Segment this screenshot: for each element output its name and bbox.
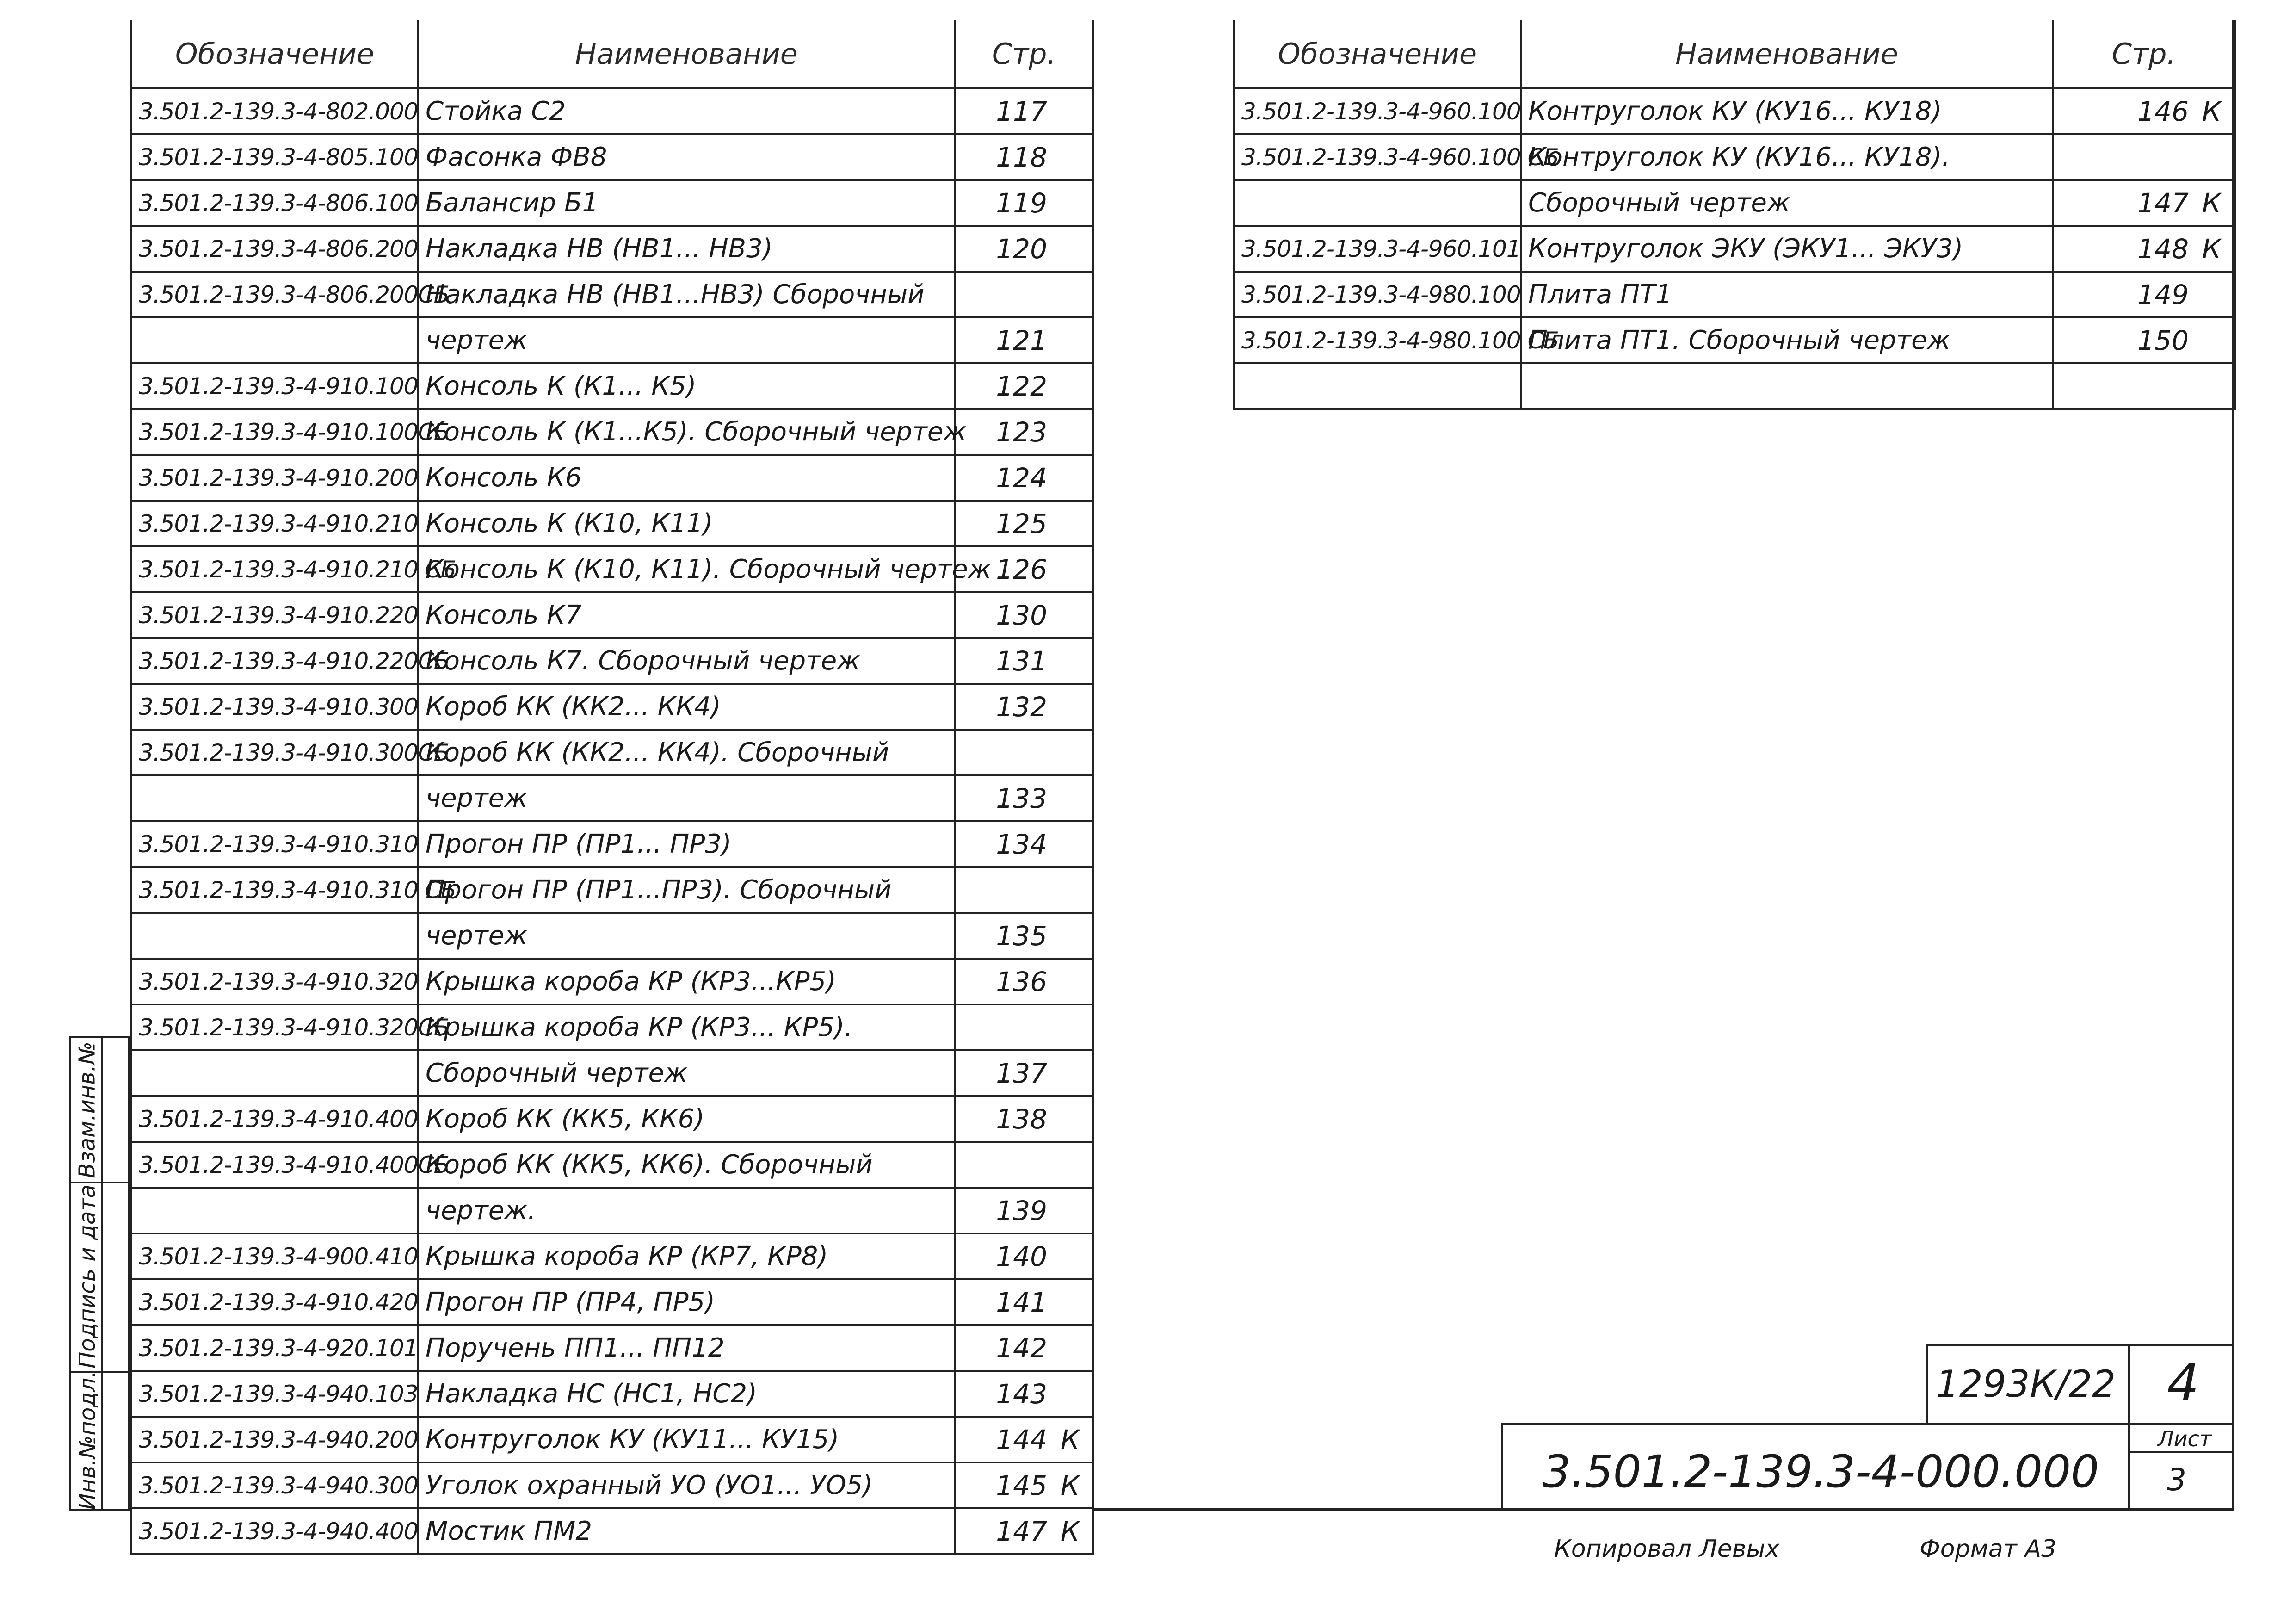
row-page-cell	[955, 1050, 1093, 1096]
row-page-cell	[955, 730, 1093, 775]
row-code: 3.501.2-139.3-4-910.420	[131, 1279, 418, 1325]
row-code: 3.501.2-139.3-4-910.400	[131, 1096, 418, 1142]
row-page-cell	[955, 867, 1093, 913]
row-name: Консоль К (К10, К11). Сборочный чертеж	[418, 546, 955, 592]
table-row	[131, 1508, 1093, 1554]
row-name: Накладка НВ (НВ1... НВ3)	[418, 226, 955, 272]
table-row	[131, 501, 1093, 546]
row-page-cell	[955, 409, 1093, 455]
row-page-cell	[955, 1233, 1093, 1279]
table-row	[131, 1004, 1093, 1050]
row-name: Плита ПТ1. Сборочный чертеж	[1521, 317, 2053, 363]
row-page: 138	[996, 1103, 1047, 1135]
row-code: 3.501.2-139.3-4-910.300	[131, 684, 418, 730]
row-page: 118	[996, 141, 1047, 173]
row-page-cell	[2053, 88, 2235, 134]
table-row	[131, 546, 1093, 592]
row-code: 3.501.2-139.3-4-910.220	[131, 592, 418, 638]
row-name: чертеж	[418, 775, 955, 821]
row-page: 140	[996, 1240, 1047, 1272]
table-row	[131, 180, 1093, 226]
row-name: Прогон ПР (ПР4, ПР5)	[418, 1279, 955, 1325]
table-row	[131, 1233, 1093, 1279]
row-code: 3.501.2-139.3-4-960.100	[1234, 88, 1521, 134]
side-stamp	[69, 1036, 130, 1511]
row-code	[131, 775, 418, 821]
row-code: 3.501.2-139.3-4-940.200	[131, 1417, 418, 1462]
row-page: 149	[2137, 279, 2189, 310]
row-page-cell	[2053, 272, 2235, 317]
row-page: 122	[996, 370, 1047, 402]
row-name: Консоль К6	[418, 455, 955, 501]
archive-number: 1293К/22	[1936, 1363, 2116, 1406]
row-name: чертеж.	[418, 1188, 955, 1233]
row-page-cell	[2053, 363, 2235, 409]
table-row	[1234, 134, 2235, 180]
row-name: Крышка короба КР (КР7, КР8)	[418, 1233, 955, 1279]
row-page: 120	[996, 233, 1047, 265]
row-name: Уголок охранный УО (УО1... УО5)	[418, 1462, 955, 1508]
row-code: 3.501.2-139.3-4-806.200СБ	[131, 272, 418, 317]
row-page-cell	[955, 1508, 1093, 1554]
sheet-number: 3	[2167, 1462, 2186, 1498]
table-row	[131, 684, 1093, 730]
row-name: Контруголок КУ (КУ16... КУ18)	[1521, 88, 2053, 134]
stamp-cell-inv	[74, 1371, 103, 1509]
row-name: Фасонка ФВ8	[418, 134, 955, 180]
table-row	[1234, 88, 2235, 134]
table-row	[131, 1371, 1093, 1417]
table-row	[1234, 317, 2235, 363]
row-page-cell	[955, 1325, 1093, 1371]
table-row	[131, 1096, 1093, 1142]
row-page-cell	[955, 1004, 1093, 1050]
row-page: 124	[996, 462, 1047, 494]
row-code: 3.501.2-139.3-4-802.000	[131, 88, 418, 134]
row-page-cell	[955, 1142, 1093, 1188]
row-code: 3.501.2-139.3-4-980.100	[1234, 272, 1521, 317]
row-page: 121	[996, 324, 1047, 356]
stamp-cell-vzam	[74, 1038, 103, 1182]
row-name: Плита ПТ1	[1521, 272, 2053, 317]
row-code	[131, 1188, 418, 1233]
row-page: 148	[2137, 233, 2189, 265]
row-page-cell	[955, 180, 1093, 226]
row-page-cell	[955, 1371, 1093, 1417]
row-code: 3.501.2-139.3-4-806.100	[131, 180, 418, 226]
row-code: 3.501.2-139.3-4-806.200	[131, 226, 418, 272]
row-code: 3.501.2-139.3-4-910.210	[131, 501, 418, 546]
row-name: Балансир Б1	[418, 180, 955, 226]
row-code	[131, 913, 418, 959]
row-page-cell	[955, 317, 1093, 363]
row-name: Консоль К7. Сборочный чертеж	[418, 638, 955, 684]
table-row	[131, 409, 1093, 455]
table-row	[1234, 363, 2235, 409]
row-name: Поручень ПП1... ПП12	[418, 1325, 955, 1371]
row-page: 133	[996, 782, 1047, 814]
row-name: Мостик ПМ2	[418, 1508, 955, 1554]
row-change-mark: К	[2202, 233, 2221, 265]
row-page: 143	[996, 1378, 1047, 1410]
row-code: 3.501.2-139.3-4-910.320СБ	[131, 1004, 418, 1050]
row-code: 3.501.2-139.3-4-940.103	[131, 1371, 418, 1417]
row-page: 142	[996, 1332, 1047, 1364]
row-change-mark: К	[2202, 95, 2221, 127]
row-page: 126	[996, 553, 1047, 585]
right-table-body	[1234, 88, 2235, 409]
row-page: 135	[996, 920, 1047, 952]
row-code: 3.501.2-139.3-4-910.210 СБ	[131, 546, 418, 592]
row-name: Прогон ПР (ПР1... ПР3)	[418, 821, 955, 867]
row-page-cell	[955, 363, 1093, 409]
header-name: Наименование	[418, 20, 955, 88]
row-name: Консоль К7	[418, 592, 955, 638]
row-name: Короб КК (КК5, КК6). Сборочный	[418, 1142, 955, 1188]
table-row	[131, 959, 1093, 1004]
row-code: 3.501.2-139.3-4-900.410	[131, 1233, 418, 1279]
row-page: 134	[996, 828, 1047, 860]
row-code: 3.501.2-139.3-4-910.100	[131, 363, 418, 409]
row-code: 3.501.2-139.3-4-910.310 СБ	[131, 867, 418, 913]
row-page-cell	[955, 684, 1093, 730]
row-name: Контруголок КУ (КУ11... КУ15)	[418, 1417, 955, 1462]
row-page: 117	[996, 95, 1047, 127]
footer-format: Формат А3	[1920, 1535, 2057, 1563]
row-page: 130	[996, 599, 1047, 631]
sheet-designation: 3.501.2-139.3-4-000.000	[1543, 1446, 2099, 1498]
row-code: 3.501.2-139.3-4-910.400СБ	[131, 1142, 418, 1188]
table-row	[131, 1142, 1093, 1188]
row-name: Короб КК (КК2... КК4). Сборочный	[418, 730, 955, 775]
row-name: Консоль К (К1...К5). Сборочный чертеж	[418, 409, 955, 455]
sheet-label: Лист	[2158, 1426, 2212, 1451]
table-row	[131, 134, 1093, 180]
table-row	[131, 272, 1093, 317]
table-row	[131, 1188, 1093, 1233]
table-row	[131, 592, 1093, 638]
table-row	[131, 88, 1093, 134]
row-page-cell	[955, 1279, 1093, 1325]
stamp-label-vzam: Взам.инв.№	[74, 1041, 101, 1178]
row-code: 3.501.2-139.3-4-940.300	[131, 1462, 418, 1508]
row-page-cell	[955, 775, 1093, 821]
table-row	[131, 455, 1093, 501]
row-page-cell	[955, 501, 1093, 546]
stamp-label-inv: Инв.№подл.	[74, 1370, 101, 1510]
row-page: 137	[996, 1057, 1047, 1089]
table-row	[131, 867, 1093, 913]
row-page-cell	[2053, 317, 2235, 363]
table-row	[131, 821, 1093, 867]
row-name: Накладка НС (НС1, НС2)	[418, 1371, 955, 1417]
row-page-cell	[2053, 226, 2235, 272]
row-name: Контруголок КУ (КУ16... КУ18).	[1521, 134, 2053, 180]
row-page: 146	[2137, 95, 2189, 127]
row-code	[1234, 180, 1521, 226]
table-row	[131, 226, 1093, 272]
row-page-cell	[955, 821, 1093, 867]
row-code: 3.501.2-139.3-4-940.400	[131, 1508, 418, 1554]
row-page: 119	[996, 187, 1047, 219]
table-header-row	[131, 20, 1093, 88]
row-name: Накладка НВ (НВ1...НВ3) Сборочный	[418, 272, 955, 317]
archive-sheet-number: 4	[2167, 1353, 2199, 1412]
footer-copied-by: Копировал Левых	[1554, 1535, 1780, 1563]
row-page: 123	[996, 416, 1047, 448]
row-page-cell	[955, 88, 1093, 134]
header-name: Наименование	[1521, 20, 2053, 88]
header-code: Обозначение	[131, 20, 418, 88]
row-page-cell	[955, 959, 1093, 1004]
row-page: 141	[996, 1286, 1047, 1318]
row-name: Стойка С2	[418, 88, 955, 134]
row-code: 3.501.2-139.3-4-980.100 СБ	[1234, 317, 1521, 363]
row-name: Сборочный чертеж	[1521, 180, 2053, 226]
sheet-frame-right	[2232, 20, 2234, 1510]
stamp-label-podpis: Подпись и дата	[74, 1184, 100, 1369]
row-code	[1234, 363, 1521, 409]
table-row	[131, 1325, 1093, 1371]
row-page-cell	[955, 1188, 1093, 1233]
header-page: Стр.	[2053, 20, 2235, 88]
row-name: Консоль К (К10, К11)	[418, 501, 955, 546]
row-page: 147	[996, 1515, 1047, 1547]
stamp-cell-podpis	[74, 1182, 103, 1371]
row-name: чертеж	[418, 317, 955, 363]
table-header-row	[1234, 20, 2235, 88]
row-page-cell	[2053, 180, 2235, 226]
table-row	[1234, 272, 2235, 317]
row-page-cell	[955, 1462, 1093, 1508]
row-code: 3.501.2-139.3-4-910.200	[131, 455, 418, 501]
row-code: 3.501.2-139.3-4-910.320	[131, 959, 418, 1004]
table-row	[131, 913, 1093, 959]
row-code: 3.501.2-139.3-4-910.310	[131, 821, 418, 867]
header-page: Стр.	[955, 20, 1093, 88]
table-row	[131, 638, 1093, 684]
table-row	[131, 1279, 1093, 1325]
row-page: 131	[996, 645, 1047, 677]
row-page: 132	[996, 691, 1047, 723]
row-code: 3.501.2-139.3-4-920.101	[131, 1325, 418, 1371]
row-name: Прогон ПР (ПР1...ПР3). Сборочный	[418, 867, 955, 913]
row-page: 145	[996, 1469, 1047, 1501]
table-row	[1234, 180, 2235, 226]
row-name: Короб КК (КК2... КК4)	[418, 684, 955, 730]
row-name: Контруголок ЭКУ (ЭКУ1... ЭКУ3)	[1521, 226, 2053, 272]
row-page-cell	[955, 1096, 1093, 1142]
row-page-cell	[2053, 134, 2235, 180]
row-page: 144	[996, 1424, 1047, 1456]
row-name: Крышка короба КР (КР3... КР5).	[418, 1004, 955, 1050]
table-row	[131, 1462, 1093, 1508]
row-page: 139	[996, 1195, 1047, 1227]
title-block	[1501, 1344, 2234, 1511]
left-index-table	[130, 20, 1094, 1555]
right-index-table	[1233, 20, 2236, 410]
row-page-cell	[955, 1417, 1093, 1462]
table-row	[1234, 226, 2235, 272]
row-change-mark: К	[1060, 1469, 1080, 1501]
row-code: 3.501.2-139.3-4-805.100	[131, 134, 418, 180]
row-name: Сборочный чертеж	[418, 1050, 955, 1096]
row-code: 3.501.2-139.3-4-960.100 СБ	[1234, 134, 1521, 180]
row-page-cell	[955, 226, 1093, 272]
row-page-cell	[955, 592, 1093, 638]
row-code: 3.501.2-139.3-4-910.100СБ	[131, 409, 418, 455]
row-page-cell	[955, 638, 1093, 684]
row-name: Консоль К (К1... К5)	[418, 363, 955, 409]
row-page-cell	[955, 272, 1093, 317]
row-name: Короб КК (КК5, КК6)	[418, 1096, 955, 1142]
row-page: 136	[996, 966, 1047, 997]
row-page: 147	[2137, 187, 2189, 219]
table-row	[131, 363, 1093, 409]
row-change-mark: К	[1060, 1424, 1080, 1456]
table-row	[131, 775, 1093, 821]
row-page: 150	[2137, 324, 2189, 356]
row-page-cell	[955, 455, 1093, 501]
left-table-body	[131, 88, 1093, 1554]
table-row	[131, 317, 1093, 363]
table-row	[131, 730, 1093, 775]
row-code: 3.501.2-139.3-4-960.101	[1234, 226, 1521, 272]
table-row	[131, 1417, 1093, 1462]
row-name	[1521, 363, 2053, 409]
row-code: 3.501.2-139.3-4-910.220СБ	[131, 638, 418, 684]
row-code	[131, 1050, 418, 1096]
row-page: 125	[996, 508, 1047, 539]
row-code	[131, 317, 418, 363]
table-row	[131, 1050, 1093, 1096]
row-code: 3.501.2-139.3-4-910.300СБ	[131, 730, 418, 775]
row-page-cell	[955, 913, 1093, 959]
header-code: Обозначение	[1234, 20, 1521, 88]
row-change-mark: К	[2202, 187, 2221, 219]
row-page-cell	[955, 134, 1093, 180]
row-name: Крышка короба КР (КР3...КР5)	[418, 959, 955, 1004]
row-name: чертеж	[418, 913, 955, 959]
row-change-mark: К	[1060, 1515, 1080, 1547]
